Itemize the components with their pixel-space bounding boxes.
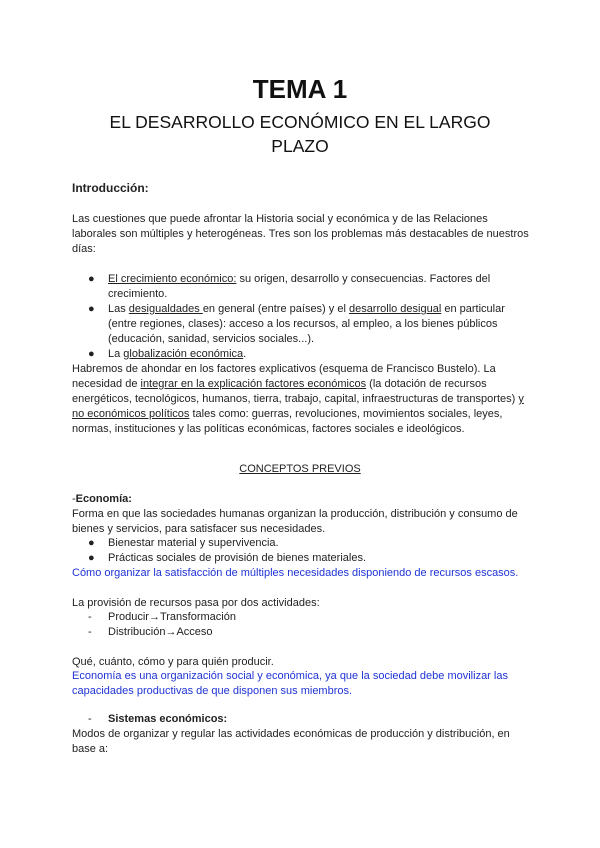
underlined-term: globalización económica — [123, 348, 244, 360]
list-item: - Producir→Transformación — [88, 611, 236, 623]
list-item-text: Prácticas sociales de provisión de bienes materiales. — [108, 552, 367, 564]
economia-definition: Forma en que las sociedades humanas organizan la producción, distribución y consumo de bienes y servicios, para satisfacer sus necesidades. — [72, 508, 518, 535]
sistemas-heading — [72, 712, 532, 727]
paragraph-text: Habremos de ahondar en los factores explicativos (esquema de Francisco Bustelo). La necesidad de — [72, 363, 496, 390]
highlight-note-1: Cómo organizar la satisfacción de múltiples necesidades disponiendo de recursos escasos. — [72, 567, 519, 579]
list-item: ● La globalización económica. — [88, 348, 247, 360]
list-item-text: Las — [108, 303, 129, 315]
underlined-term: El crecimiento económico: — [108, 273, 237, 285]
section-heading-conceptos: CONCEPTOS PREVIOS — [239, 463, 361, 475]
dash-marker: - — [88, 713, 92, 725]
intro-heading: Introducción: — [72, 181, 149, 195]
questions-text: Qué, cuánto, cómo y para quién producir. — [72, 656, 274, 668]
sistemas-label: Sistemas económicos: — [108, 713, 228, 725]
economia-bullet-list — [72, 536, 532, 566]
list-item-text: su origen, desarrollo y consecuencias. Factores del crecimiento. — [108, 273, 491, 300]
list-item: ● El crecimiento económico: su origen, desarrollo y consecuencias. Factores del crecimiento. — [88, 273, 491, 300]
subtitle-line-1: EL DESARROLLO ECONÓMICO EN EL LARGO — [109, 112, 491, 132]
list-item-text: Producir→Transformación — [108, 611, 236, 623]
underlined-term: desarrollo desigual — [348, 303, 442, 315]
page-subtitle — [60, 110, 540, 158]
subtitle-line-2: PLAZO — [271, 136, 329, 156]
list-item-text: . — [243, 348, 247, 360]
factors-paragraph — [72, 362, 532, 437]
paragraph-text: tales como: guerras, revoluciones, movimientos sociales, leyes, normas, instituciones y las políticas económicas, factores sociales e ideológicos. — [72, 408, 503, 435]
list-item: ● Las desigualdades en general (entre países) y el desarrollo desigual en particular (entre regiones, clases): acceso a los recursos, al empleo, a los bienes públicos (educación, sanidad, servicios sociales...). — [88, 303, 505, 345]
list-item-text: Distribución→Acceso — [108, 626, 213, 638]
intro-bullet-list — [72, 272, 532, 362]
sistemas-text: Modos de organizar y regular las actividades económicas de producción y distribución, en base a: — [72, 728, 510, 755]
list-item — [72, 712, 532, 727]
underlined-term: y no económicos políticos — [72, 393, 524, 420]
provision-text: La provisión de recursos pasa por dos actividades: — [72, 597, 320, 609]
paragraph-text: (la dotación de recursos energéticos, tecnológicos, humanos, tierra, trabajo, capital, infraestructuras de transportes) — [72, 378, 519, 405]
dash-marker: - — [72, 493, 76, 505]
page-title: TEMA 1 — [252, 74, 348, 104]
underlined-term: integrar en la explicación factores económicos — [140, 378, 367, 390]
underlined-term: desigualdades — [128, 303, 203, 315]
economia-heading — [72, 492, 532, 507]
list-item: ● Prácticas sociales de provisión de bienes materiales. — [88, 552, 367, 564]
list-item-text: La — [108, 348, 124, 360]
list-item-text: en general (entre países) y el — [202, 303, 349, 315]
highlight-note-2: Economía es una organización social y económica, ya que la sociedad debe movilizar las capacidades productivas de que disponen sus miembros. — [72, 670, 508, 697]
activities-dash-list — [72, 610, 532, 640]
economia-label: Economía: — [75, 493, 132, 505]
list-item: - Distribución→Acceso — [88, 626, 213, 638]
list-item-text: en particular (entre regiones, clases): acceso a los recursos, al empleo, a los bienes públicos (educación, sanidad, servicios sociales...). — [108, 303, 505, 345]
list-item: ● Bienestar material y supervivencia. — [88, 537, 279, 549]
intro-paragraph: Las cuestiones que puede afrontar la Historia social y económica y de las Relaciones laborales son múltiples y heterogéneas. Tres son los problemas más destacables de nuestros días: — [72, 213, 529, 255]
list-item-text: Bienestar material y supervivencia. — [108, 537, 279, 549]
